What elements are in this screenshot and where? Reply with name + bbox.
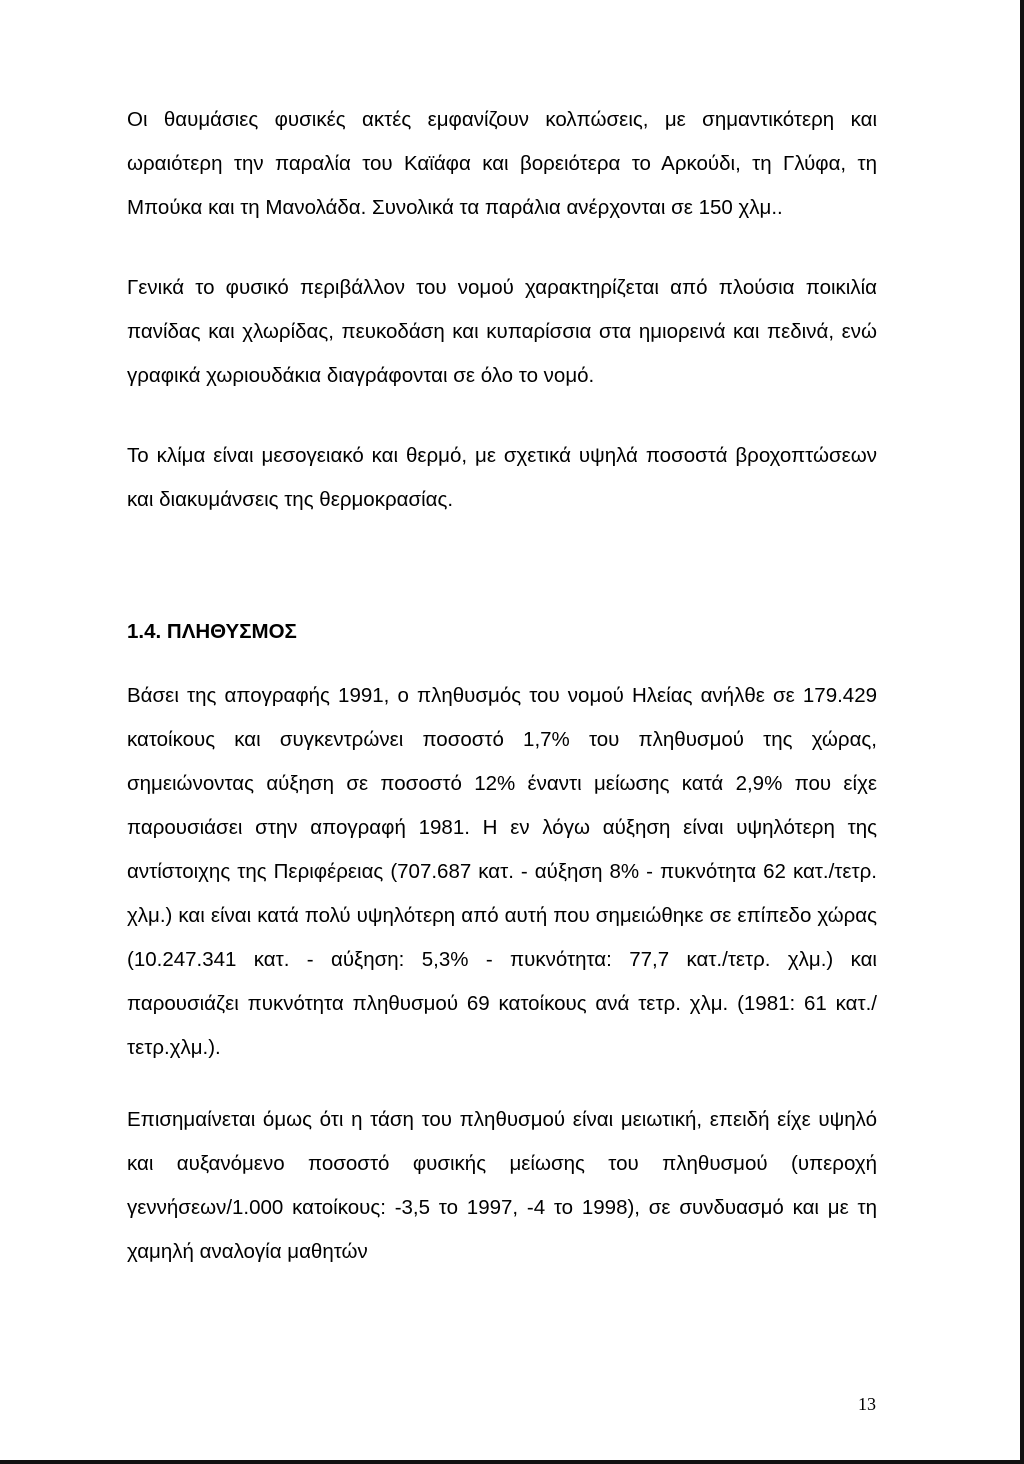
section-heading-population: 1.4. ΠΛΗΘΥΣΜΟΣ	[127, 620, 297, 643]
paragraph-population-trend: Επισημαίνεται όμως ότι η τάση του πληθυσμού είναι μειωτική, επειδή είχε υψηλό και αυξανόμενο ποσοστό φυσικής μείωσης του πληθυσμού (υπεροχή γεννήσεων/1.000 κατοίκους: -3,5 το 1997, -4 το 1998), σε συνδυασμό και με τη χαμηλή αναλογία μαθητών	[127, 1108, 877, 1263]
paragraph-environment: Γενικά το φυσικό περιβάλλον του νομού χαρακτηρίζεται από πλούσια ποικιλία πανίδας και χλωρίδας, πευκοδάση και κυπαρίσσια στα ημιορεινά και πεδινά, ενώ γραφικά χωριουδάκια διαγράφονται σε όλο το νομό.	[127, 276, 877, 387]
paragraph-climate: Το κλίμα είναι μεσογειακό και θερμό, με σχετικά υψηλά ποσοστά βροχοπτώσεων και διακυμάνσεις της θερμοκρασίας.	[127, 444, 877, 511]
document-body	[127, 98, 877, 1274]
paragraph-coastline: Οι θαυμάσιες φυσικές ακτές εμφανίζουν κολπώσεις, με σημαντικότερη και ωραιότερη την παραλία του Καϊάφα και βορειότερα το Αρκούδι, τη Γλύφα, τη Μπούκα και τη Μανολάδα. Συνολικά τα παράλια ανέρχονται σε 150 χλμ..	[127, 108, 877, 219]
page-number: 13	[858, 1394, 876, 1414]
paragraph-census: Βάσει της απογραφής 1991, ο πληθυσμός του νομού Ηλείας ανήλθε σε 179.429 κατοίκους και συγκεντρώνει ποσοστό 1,7% του πληθυσμού της χώρας, σημειώνοντας αύξηση σε ποσοστό 12% έναντι μείωσης κατά 2,9% που είχε παρουσιάσει στην απογραφή 1981. Η εν λόγω αύξηση είναι υψηλότερη της αντίστοιχης της Περιφέρειας (707.687 κατ. - αύξηση 8% - πυκνότητα 62 κατ./τετρ. χλμ.) και είναι κατά πολύ υψηλότερη από αυτή που σημειώθηκε σε επίπεδο χώρας (10.247.341 κατ. - αύξηση: 5,3% - πυκνότητα: 77,7 κατ./τετρ. χλμ.) και παρουσιάζει πυκνότητα πληθυσμού 69 κατοίκους ανά τετρ. χλμ. (1981: 61 κατ./τετρ.χλμ.).	[127, 684, 877, 1059]
